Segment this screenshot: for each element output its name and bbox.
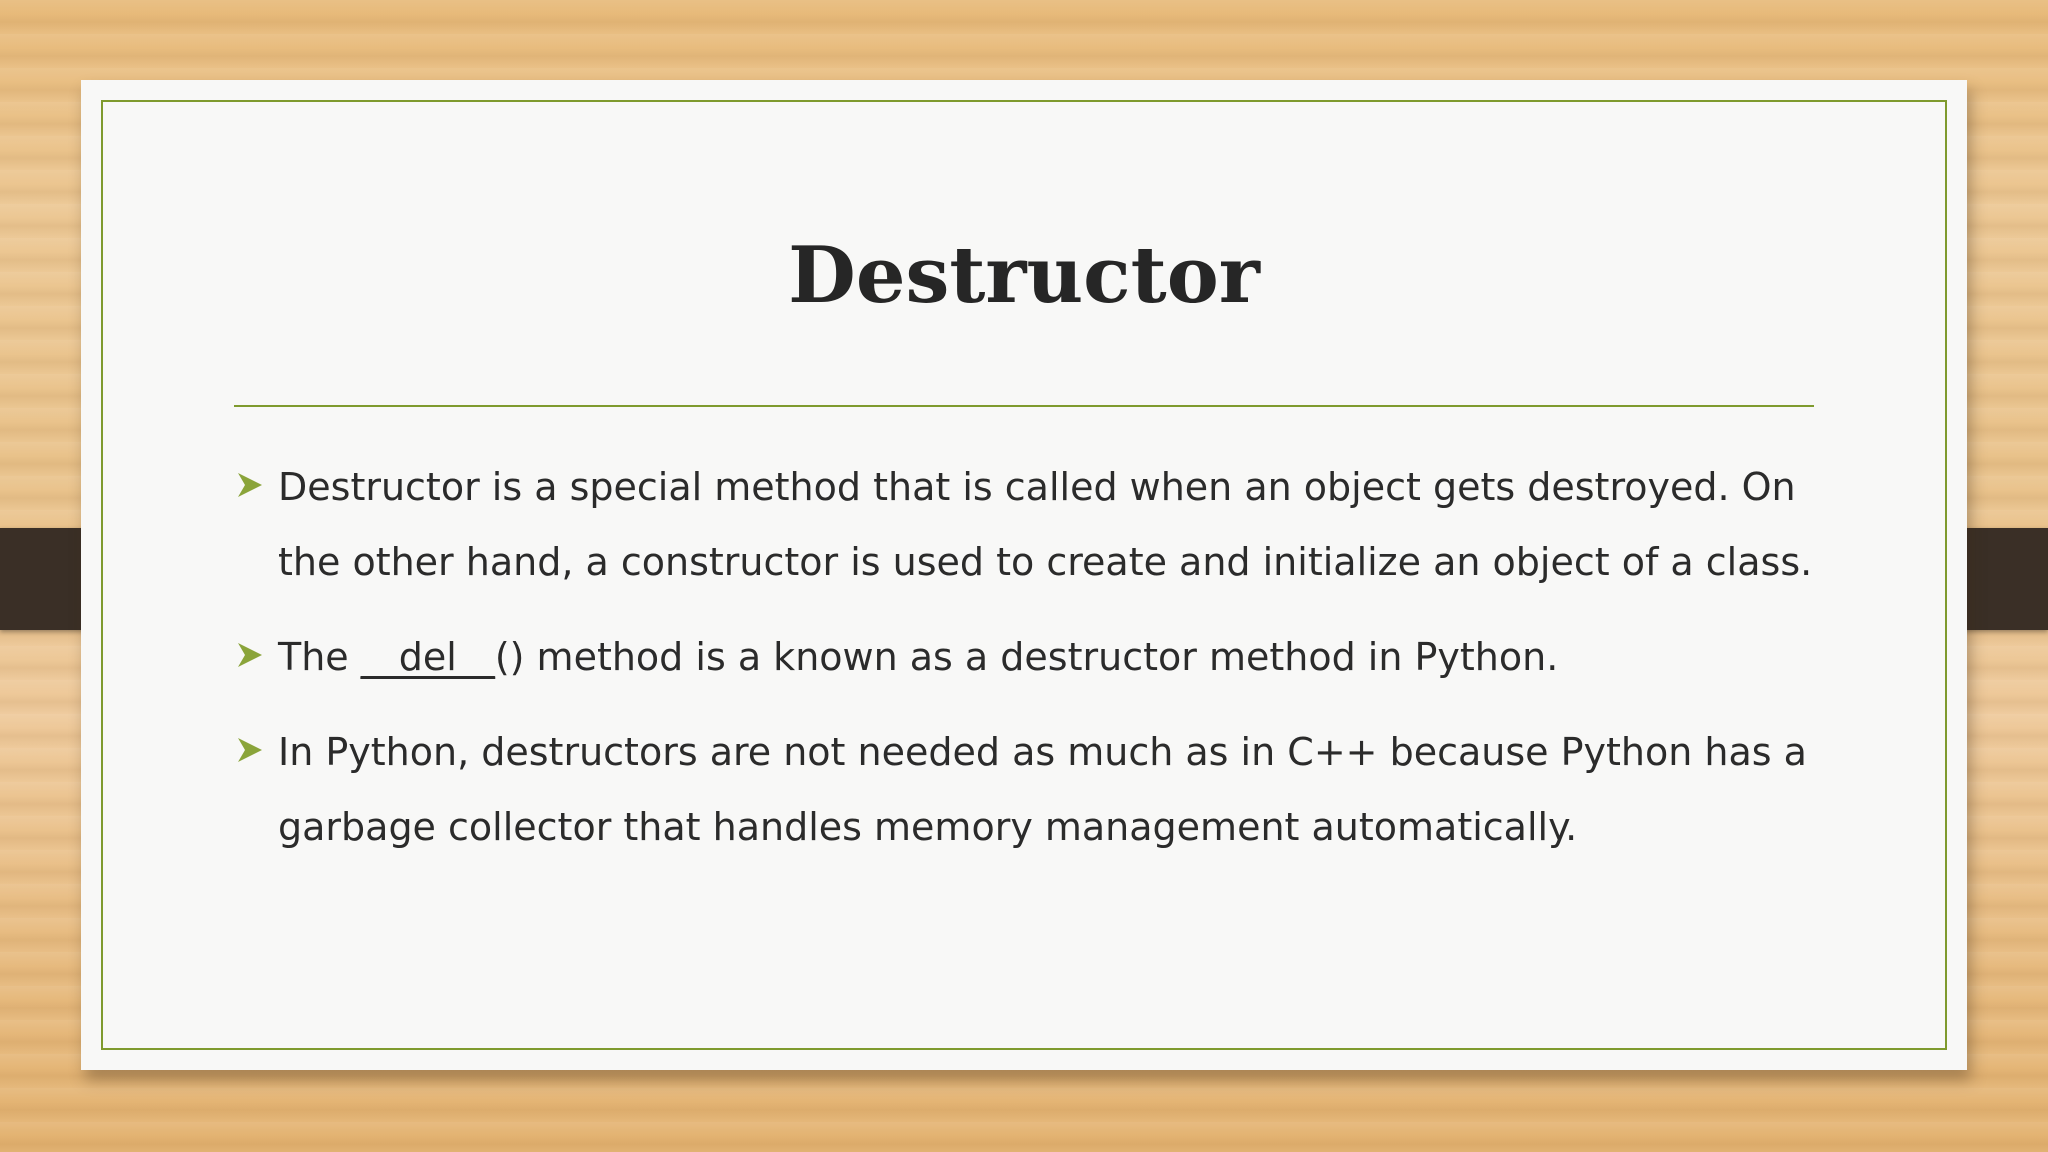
- arrowhead-bullet-icon: [236, 471, 264, 499]
- arrowhead-bullet-icon: [236, 736, 264, 764]
- bullet-text: Destructor is a special method that is called when an object gets destroyed. On the other hand, a constructor is used to create and initialize an object of a class.: [278, 465, 1813, 584]
- bullet-text: In Python, destructors are not needed as much as in C++ because Python has a garbage collector that handles memory management automatically.: [278, 730, 1807, 849]
- arrowhead-bullet-icon: [236, 641, 264, 669]
- bullet-text-prefix: The: [278, 635, 361, 679]
- title-divider: [234, 405, 1814, 407]
- del-method-name: __del__: [360, 635, 495, 679]
- slide-title: Destructor: [788, 230, 1260, 321]
- bullet-item-garbage-collector: [234, 715, 1834, 865]
- slide-card: [81, 80, 1967, 1070]
- bullet-list: [234, 450, 1834, 885]
- bullet-item-destructor-definition: [234, 450, 1834, 600]
- bullet-text-suffix: () method is a known as a destructor method in Python.: [494, 635, 1559, 679]
- bullet-item-del-method: [234, 620, 1834, 695]
